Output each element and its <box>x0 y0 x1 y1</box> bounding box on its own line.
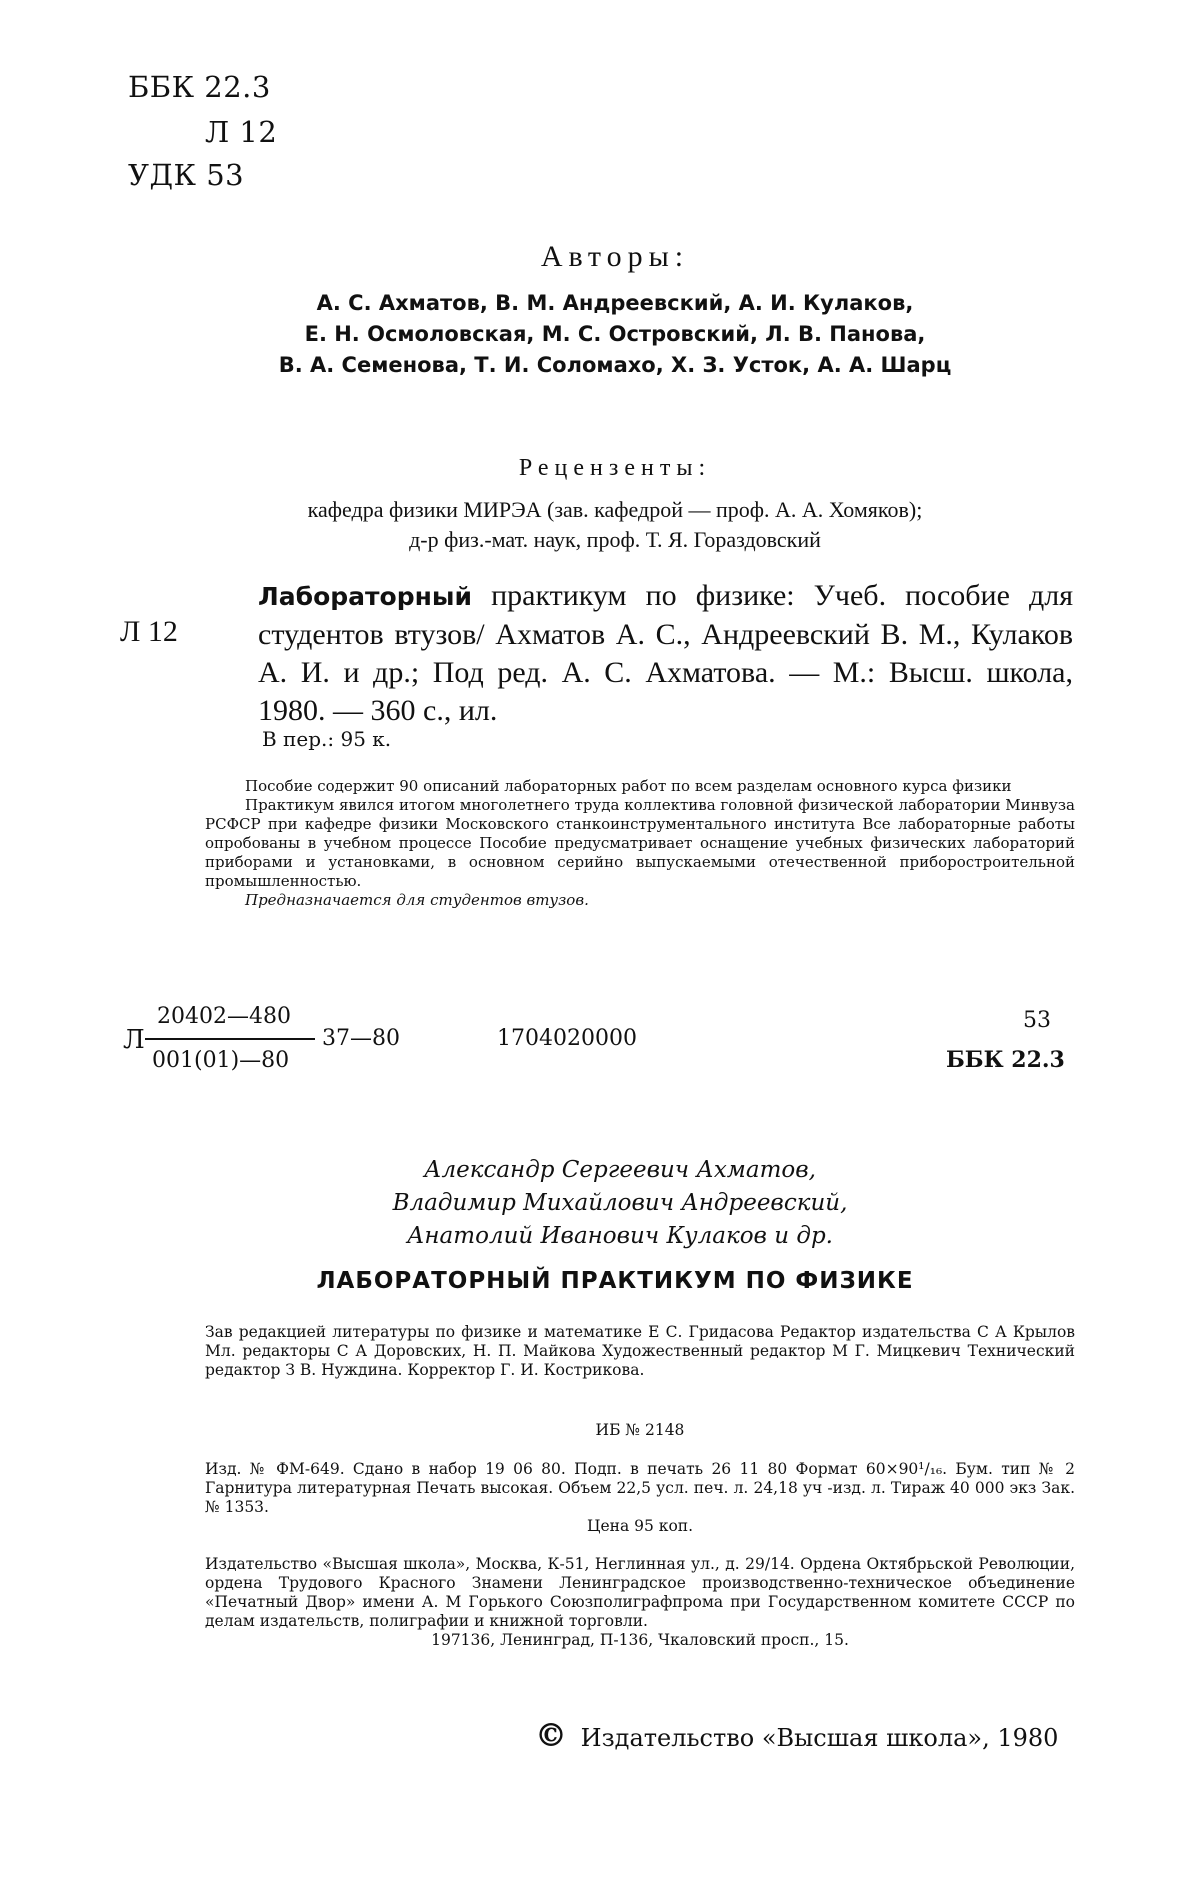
colophon-authors <box>300 1154 940 1253</box>
authors-line-1: А. С. Ахматов, В. М. Андреевский, А. И. Кулаков, <box>316 291 914 315</box>
authors-list <box>230 288 1000 381</box>
annotation-block <box>205 777 1075 910</box>
annotation-paragraph-2: Практикум явился итогом многолетнего труда коллектива головной физической лаборатории Минвуза РСФСР при кафедре физики Московского станкоинструментального института Все лабораторные работы опробованы в учебном процессе Пособие предусматривает оснащение учебных физических лабораторий приборами и установками, в основном серийно выпускаемыми отечественной приборостроительной промышленностью. <box>205 796 1075 890</box>
price-line: Цена 95 коп. <box>586 1517 694 1535</box>
editors-block <box>205 1323 1075 1380</box>
authors-line-3: В. А. Семенова, Т. И. Соломахо, Х. З. Усток, А. А. Шарц <box>278 353 952 377</box>
copyright-icon: © <box>535 1716 567 1754</box>
index-numerator: 20402—480 <box>157 1004 291 1029</box>
bbk-code: ББК 22.3 <box>128 70 271 104</box>
index-udk-right: 53 <box>1023 1008 1051 1033</box>
publisher-info: Издательство «Высшая школа», Москва, К-51, Неглинная ул., д. 29/14. Ордена Октябрьской Революции, ордена Трудового Красного Знамени Ленинградское производственно-техническое объединение «Печатный Двор» имени А. М Горького Союзполиграфпрома при Государственном комитете СССР по делам издательств, полиграфии и книжной торговли. <box>205 1555 1075 1630</box>
reviewers-line-1: кафедра физики МИРЭА (зав. кафедрой — проф. А. А. Хомяков); <box>307 497 923 522</box>
authors-heading: Авторы: <box>540 240 690 273</box>
index-number: 1704020000 <box>497 1026 637 1051</box>
catalog-description-block <box>258 577 1073 730</box>
index-denominator: 001(01)—80 <box>152 1048 290 1073</box>
colophon-author-1: Александр Сергеевич Ахматов, <box>424 1157 816 1183</box>
reviewers-line-2: д-р физ.-мат. наук, проф. Т. Я. Гораздовский <box>409 527 821 552</box>
index-bbk-right: ББК 22.3 <box>946 1047 1065 1073</box>
reviewers-list <box>230 495 1000 555</box>
editors-text: Зав редакцией литературы по физике и математике Е С. Гридасова Редактор издательства С А Крылов Мл. редакторы С А Доровских, Н. П. Майкова Художественный редактор М Г. Мицкевич Технический редактор З В. Нуждина. Корректор Г. И. Кострикова. <box>205 1323 1075 1379</box>
reviewers-heading: Рецензенты: <box>518 455 712 481</box>
catalog-title-bold: Лабораторный <box>258 582 472 611</box>
annotation-purpose: Предназначается для студентов втузов. <box>245 891 589 909</box>
catalog-description: практикум по физике: Учеб. пособие для студентов втузов/ Ахматов А. С., Андреевский В. М., Кулаков А. И. и др.; Под ред. А. С. Ахматова. — М.: Высш. школа, 1980. — 360 с., ил. <box>258 579 1073 727</box>
publisher-block <box>205 1555 1075 1650</box>
catalog-side-code: Л 12 <box>120 615 178 648</box>
publisher-address: 197136, Ленинград, П-136, Чкаловский просп., 15. <box>431 1631 849 1649</box>
catalog-price: В пер.: 95 к. <box>262 727 392 751</box>
index-suffix: 37—80 <box>322 1026 400 1051</box>
copyright-text: Издательство «Высшая школа», 1980 <box>580 1724 1059 1752</box>
annotation-paragraph-1: Пособие содержит 90 описаний лабораторных работ по всем разделам основного курса физики <box>245 777 1012 795</box>
index-letter: Л <box>123 1025 145 1055</box>
colophon-author-2: Владимир Михайлович Андреевский, <box>392 1190 848 1216</box>
colophon-author-3: Анатолий Иванович Кулаков и др. <box>406 1223 833 1249</box>
authors-line-2: Е. Н. Осмоловская, М. С. Островский, Л. В. Панова, <box>304 322 926 346</box>
index-fraction-bar <box>145 1038 315 1040</box>
author-mark: Л 12 <box>205 115 278 149</box>
print-info-text: Изд. № ФМ-649. Сдано в набор 19 06 80. Подп. в печать 26 11 80 Формат 60×90¹/₁₆. Бум. тип № 2 Гарнитура литературная Печать высокая. Объем 22,5 усл. печ. л. 24,18 уч -изд. л. Тираж 40 000 экз Зак. № 1353. <box>205 1460 1075 1516</box>
print-info-block <box>205 1460 1075 1536</box>
udk-code: УДК 53 <box>128 158 245 192</box>
ib-number: ИБ № 2148 <box>595 1421 685 1439</box>
book-title: ЛАБОРАТОРНЫЙ ПРАКТИКУМ ПО ФИЗИКЕ <box>316 1268 914 1294</box>
copyright-line <box>535 1716 1058 1754</box>
